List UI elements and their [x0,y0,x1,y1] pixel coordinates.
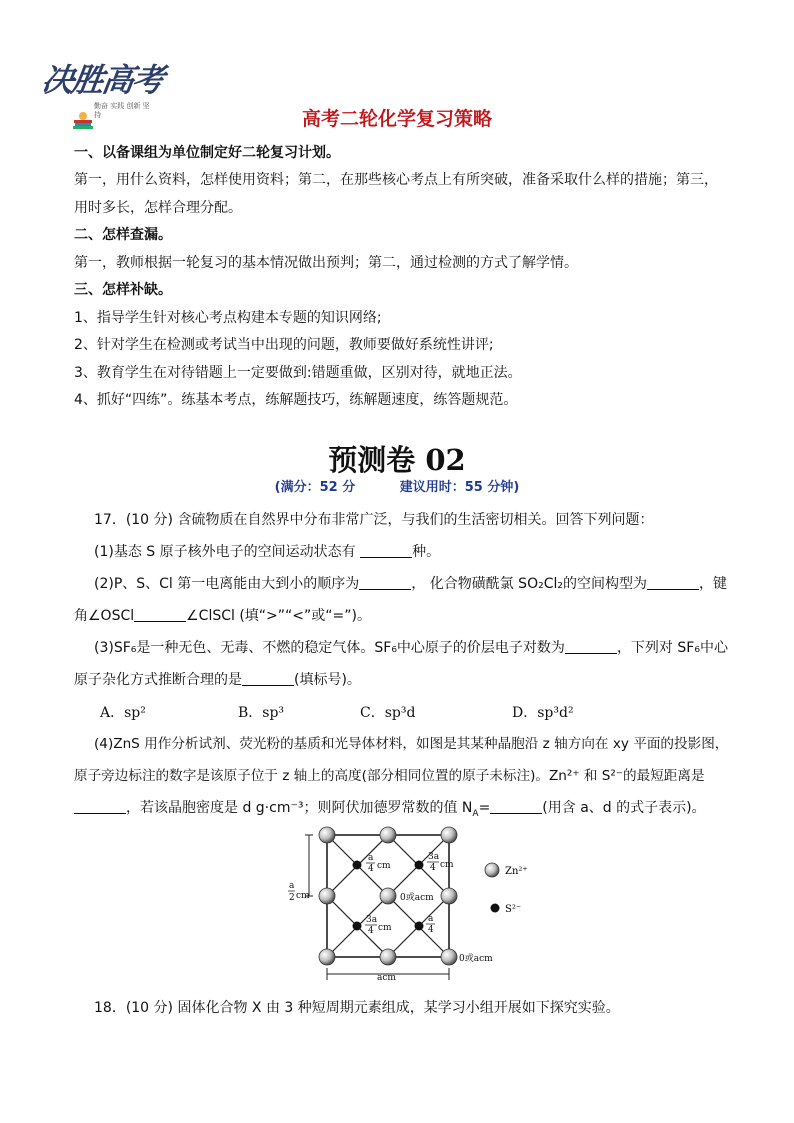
answer-blank[interactable] [74,799,126,814]
label-denominator: 4 [368,864,374,874]
q17-part2-text-b: ， 化合物磺酰氯 SO₂Cl₂的空间构型为 [411,576,647,592]
s-atom [415,861,424,870]
zn-atom [380,827,396,843]
zn-atom [380,888,396,904]
answer-blank[interactable] [242,671,294,686]
zn-atom [441,949,457,965]
paragraph-2: 第一，教师根据一轮复习的基本情况做出预判；第二，通过检测的方式了解学情。 [74,255,578,271]
paragraph-1a: 第一，用什么资料，怎样使用资料；第二，在那些核心考点上有所突破，准备采取什么样的措施；第三， [74,172,718,188]
crystal-projection-diagram [285,822,545,987]
q17-part1 [94,542,440,562]
q17-part4-text-d: = [478,800,491,816]
q17-part3-text-a: (3)SF₆是一种无色、无毒、不燃的稳定气体。SF₆中心原子的价层电子对数为 [94,640,565,656]
q17-part1-text: (1)基态 S 原子核外电子的空间运动状态有 [94,544,356,560]
q17-part1-end: 种。 [412,544,441,560]
q17-part4-line1: (4)ZnS 用作分析试剂、荧光粉的基质和光导体材料，如图是其某种晶胞沿 z 轴方向在 xy 平面的投影图， [94,736,729,752]
zn-atom [441,827,457,843]
logo-text: 决胜高考 [39,61,165,99]
q17-part4-line2: 原子旁边标注的数字是该原子位于 z 轴上的高度(部分相同位置的原子未标注)。Zn²⁺ 和 S²⁻的最短距离是 [74,768,705,784]
label-3a-over-4-top: 3a [428,852,440,862]
legend-s-marker [491,904,500,913]
q17-part2-line2 [74,606,371,626]
answer-blank[interactable] [647,575,699,590]
label-3a-over-4-bottom: 3a [366,915,378,925]
q17-intro: 17．(10 分) 含硫物质在自然界中分布非常广泛，与我们的生活密切相关。回答下列问题： [94,512,654,528]
section-heading-1: 一、以备课组为单位制定好二轮复习计划。 [74,145,340,161]
answer-blank[interactable] [134,607,186,622]
legend-zn-marker [485,863,499,877]
list-item: 2、针对学生在检测或考试当中出现的问题，教师要做好系统性讲评; [74,337,494,353]
label-denominator: 4 [430,863,436,873]
q17-part4-text-c: ，若该晶胞密度是 d g·cm⁻³；则阿伏加德罗常数的值 N [126,800,473,816]
s-atom [353,922,362,931]
q17-part3-text-d: (填标号)。 [294,672,361,688]
legend-zn-label: Zn²⁺ [505,866,528,877]
q17-part3-line2 [74,670,361,690]
q17-part3 [94,638,728,658]
label-acm: acm [377,973,396,983]
q17-part4-text-e: (用含 a、d 的式子表示)。 [542,800,706,816]
q17-part3-text-b: ，下列对 SF₆中心 [616,640,728,656]
label-denominator: 4 [428,925,434,935]
section-heading-2: 二、怎样查漏。 [74,227,172,243]
answer-blank[interactable] [490,799,542,814]
q18-intro: 18．(10 分) 固体化合物 X 由 3 种短周期元素组成，某学习小组开展如下探究实验。 [94,1000,620,1016]
label-a-over-4-bottom: a [428,914,434,924]
q17-part2-text-d: 角∠OSCl [74,608,135,624]
label-cm: cm [377,861,391,871]
exam-title: 预测卷 02 [328,443,466,477]
q17-part2-text-a: (2)P、S、Cl 第一电离能由大到小的顺序为 [94,576,360,592]
label-cm: cm [296,891,310,901]
exam-score: (满分：52 分 [274,480,356,495]
paragraph-1b: 用时多长，怎样合理分配。 [74,200,242,216]
zn-atom [319,827,335,843]
q17-part2 [94,574,727,594]
list-item: 1、指导学生针对核心考点构建本专题的知识网络; [74,310,382,326]
q17-part2-text-c: ，键 [698,576,727,592]
exam-subtitle [0,476,794,495]
option-a[interactable]: A．sp² [100,705,146,721]
option-d[interactable]: D．sp³d² [512,705,574,721]
q17-part4-line3: ，若该晶胞密度是 d g·cm⁻³；则阿伏加德罗常数的值 $N_A=$ (用含 a、d 的式子表示)。 [74,798,706,824]
label-denominator: 4 [368,926,374,936]
s-atom [415,922,424,931]
answer-blank[interactable] [359,575,411,590]
label-0-or-a-mid: 0或acm [400,893,434,903]
list-item: 3、教育学生在对待错题上一定要做到:错题重做，区别对待，就地正法。 [74,365,522,381]
legend-s-label: S²⁻ [505,904,522,915]
label-cm: cm [440,860,454,870]
option-b[interactable]: B．sp³ [238,705,285,721]
zn-atom [380,949,396,965]
exam-time: 建议用时：55 分钟) [399,480,520,495]
label-a-over-2: a [289,881,295,891]
answer-blank[interactable] [565,639,617,654]
label-0-or-a-bottom: 0或acm [459,954,493,964]
zn-atom [441,888,457,904]
q17-part2-text-e: ∠ClSCl (填“>”“<”或“=”)。 [186,608,371,624]
q17-part3-text-c: 原子杂化方式推断合理的是 [74,672,242,688]
zn-atom [319,949,335,965]
option-c[interactable]: C．sp³d [360,705,416,721]
s-atom [353,861,362,870]
banner-title: 高考二轮化学复习策略 [301,108,492,130]
list-item: 4、抓好“四练”。练基本考点，练解题技巧，练解题速度，练答题规范。 [74,392,518,408]
zn-atom [319,888,335,904]
answer-blank[interactable] [360,543,412,558]
logo-subtitle: 勤奋 实践 创新 坚持 [94,102,150,119]
section-heading-3: 三、怎样补缺。 [74,282,172,298]
label-a-over-4-top: a [368,853,374,863]
label-denominator: 2 [289,893,295,903]
label-cm: cm [378,923,392,933]
